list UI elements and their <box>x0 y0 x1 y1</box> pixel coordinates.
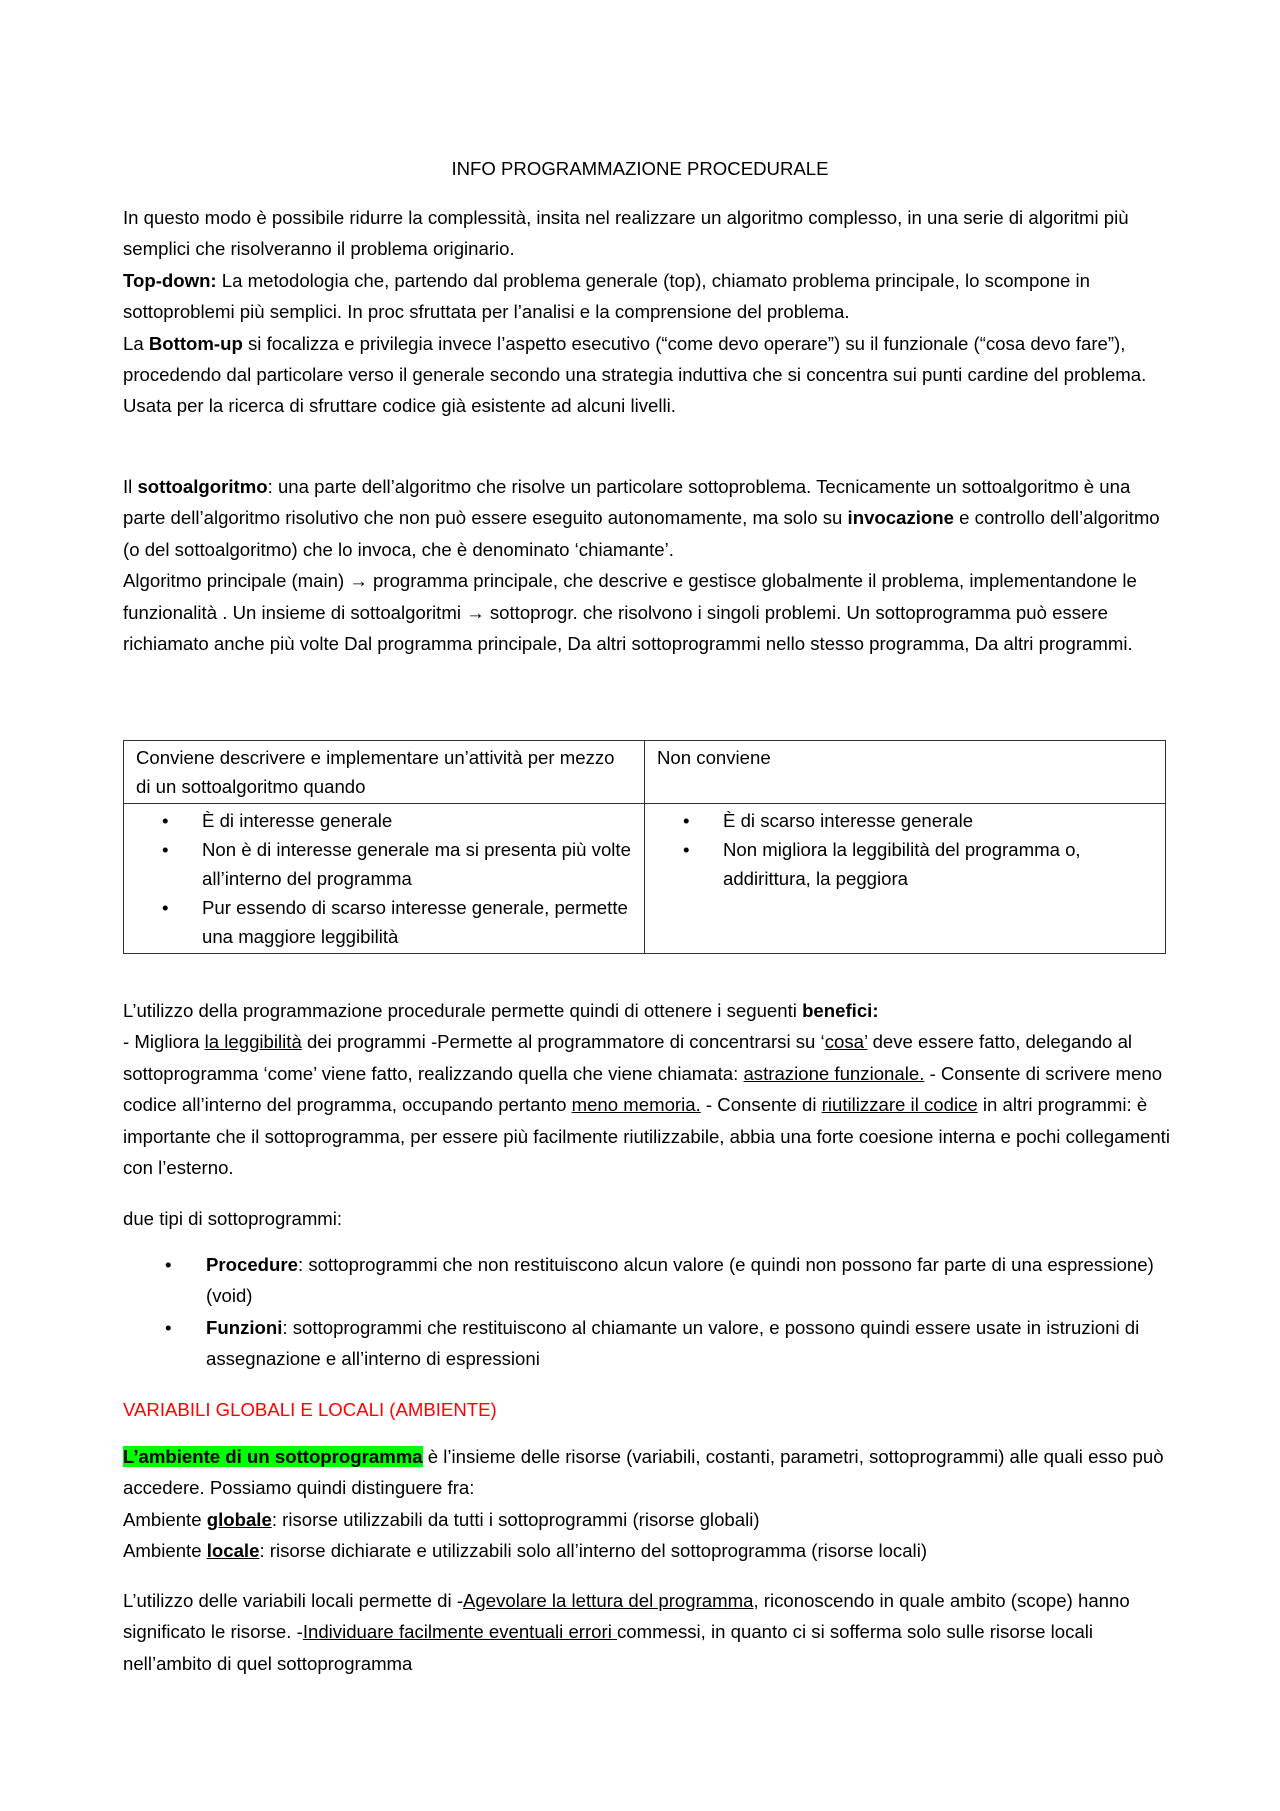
table-header-row <box>124 741 1166 804</box>
bold-term: benefici: <box>802 1000 879 1021</box>
text: : risorse dichiarate e utilizzabili solo all’interno del sottoprogramma (risorse locali) <box>259 1540 928 1562</box>
text: Ambiente <box>123 1508 207 1530</box>
list-item: • Non migliora la leggibilità del programma o, addirittura, la peggiora <box>723 835 1153 893</box>
main-algorithm-text: Algoritmo principale (main) → programma principale, che descrive e gestisce globalmente il problema, implementandone le funzionalità . Un insieme di sottoalgoritmi → sottoprogr. che risolvono i singoli problemi. Un sottoprogramma può essere richiamato anche più volte Dal programma principale, Da altri sottoprogrammi nello stesso programma, Da altri programmi. <box>123 570 1137 655</box>
underlined-term: cosa’ <box>824 1031 868 1053</box>
text: La <box>123 332 149 354</box>
text: L’utilizzo delle variabili locali permette di - <box>123 1590 464 1611</box>
text: deve essere fatto, delegando al sottoprogramma ‘come’ viene fatto, realizzando quella che viene chiamata: <box>123 1031 1133 1084</box>
list-item-funzioni <box>206 1312 1173 1375</box>
text: e controllo dell’algoritmo (o del sottoalgoritmo) che lo invoca, che è denominato ‘chiamante’. <box>123 507 1160 560</box>
benefici-paragraph <box>123 995 1173 1183</box>
text: in altri programmi: è importante che il sottoprogramma, per essere più facilmente riutilizzabile, abbia una forte coesione interna e pochi collegamenti con l’esterno. <box>123 1094 1170 1179</box>
text: Ambiente <box>123 1540 207 1562</box>
text: L’utilizzo della programmazione procedurale permette quindi di ottenere i seguenti <box>123 1000 803 1021</box>
bottomup-text: si focalizza e privilegia invece l’aspetto esecutivo (“come devo operare”) su il funzionale (“cosa devo fare”), procedendo dal particolare verso il generale secondo una strategia induttiva che si concentra sui punti cardine del problema. Usata per la ricerca di sfruttare codice già esistente ad alcuni livelli. <box>123 332 1147 417</box>
underlined-term: Agevolare la lettura del programma <box>463 1590 754 1611</box>
bold-term: sottoalgoritmo <box>137 476 268 497</box>
bold-term: Procedure <box>206 1254 298 1275</box>
ambiente-paragraph <box>123 1441 1173 1567</box>
comparison-table <box>123 740 1166 954</box>
list-item: • È di interesse generale <box>202 806 632 835</box>
bottomup-paragraph <box>123 328 1173 422</box>
text: : sottoprogrammi che restituiscono al chiamante un valore, e possono quindi essere usate in istruzioni di assegnazione e all’interno di espressioni <box>206 1316 1140 1370</box>
intro-paragraph <box>123 202 1173 422</box>
underlined-term: globale <box>206 1508 272 1530</box>
underlined-term: meno memoria. <box>571 1094 701 1116</box>
text: , riconoscendo in quale ambito (scope) hanno significato le risorse. - <box>123 1590 1130 1643</box>
highlighted-term: L’ambiente di un sottoprogramma <box>123 1446 423 1467</box>
underlined-term: locale <box>206 1540 260 1562</box>
text: : risorse utilizzabili da tutti i sottoprogrammi (risorse globali) <box>271 1508 760 1530</box>
text: : sottoprogrammi che non restituiscono alcun valore (e quindi non possono far parte di una espressione) (void) <box>206 1254 1154 1307</box>
table-header-cell: Non conviene <box>645 741 1166 804</box>
text: dei programmi -Permette al programmatore di concentrarsi su ‘ <box>301 1031 825 1053</box>
text: è l’insieme delle risorse (variabili, costanti, parametri, sottoprogrammi) alle quali esso può accedere. Possiamo quindi distinguere fra: <box>123 1446 1164 1499</box>
underlined-term: riutilizzare il codice <box>821 1094 978 1116</box>
text: - Migliora <box>123 1031 205 1053</box>
bold-term: invocazione <box>847 507 954 529</box>
underlined-term: Individuare facilmente eventuali errori <box>302 1621 617 1643</box>
text: - Consente di <box>700 1094 822 1116</box>
document-title: INFO PROGRAMMAZIONE PROCEDURALE <box>451 158 829 179</box>
topdown-label: Top-down: <box>123 269 217 291</box>
table-cell <box>645 804 1166 954</box>
bottomup-label: Bottom-up <box>148 332 243 354</box>
list-item-procedure <box>206 1249 1173 1312</box>
table-cell <box>124 804 645 954</box>
topdown-paragraph <box>123 265 1173 328</box>
types-list <box>123 1249 1173 1375</box>
variabili-locali-paragraph <box>123 1585 1173 1679</box>
table-header-cell: Conviene descrivere e implementare un’attività per mezzo di un sottoalgoritmo quando <box>124 741 645 804</box>
bold-term: Funzioni <box>206 1316 283 1338</box>
topdown-text: La metodologia che, partendo dal problema generale (top), chiamato problema principale, lo scompone in sottoproblemi più semplici. In proc sfruttata per l’analisi e la comprensione del problema. <box>123 269 1091 323</box>
section-heading: VARIABILI GLOBALI E LOCALI (AMBIENTE) <box>123 1399 497 1420</box>
table-row <box>124 804 1166 954</box>
list-item: • Pur essendo di scarso interesse generale, permette una maggiore leggibilità <box>202 893 632 951</box>
text: Il <box>123 476 138 497</box>
list-item: • Non è di interesse generale ma si presenta più volte all’interno del programma <box>202 835 632 893</box>
list-item: • È di scarso interesse generale <box>723 806 1153 835</box>
underlined-term: astrazione funzionale. <box>743 1062 925 1084</box>
text: : una parte dell’algoritmo che risolve un particolare sottoproblema. Tecnicamente un sottoalgoritmo è una parte dell’algoritmo risolutivo che non può essere eseguito autonomamente, ma solo su <box>123 476 1131 529</box>
text: - Consente di scrivere meno codice all’interno del programma, occupando pertanto <box>123 1062 1163 1116</box>
sottoalgoritmo-paragraph <box>123 471 1173 659</box>
underlined-term: la leggibilità <box>204 1031 302 1053</box>
intro-text: In questo modo è possibile ridurre la complessità, insita nel realizzare un algoritmo complesso, in una serie di algoritmi più semplici che risolveranno il problema originario. <box>123 207 1129 260</box>
types-intro: due tipi di sottoprogrammi: <box>123 1208 343 1229</box>
text: commessi, in quanto ci si sofferma solo sulle risorse locali nell’ambito di quel sottoprogramma <box>123 1621 1094 1674</box>
